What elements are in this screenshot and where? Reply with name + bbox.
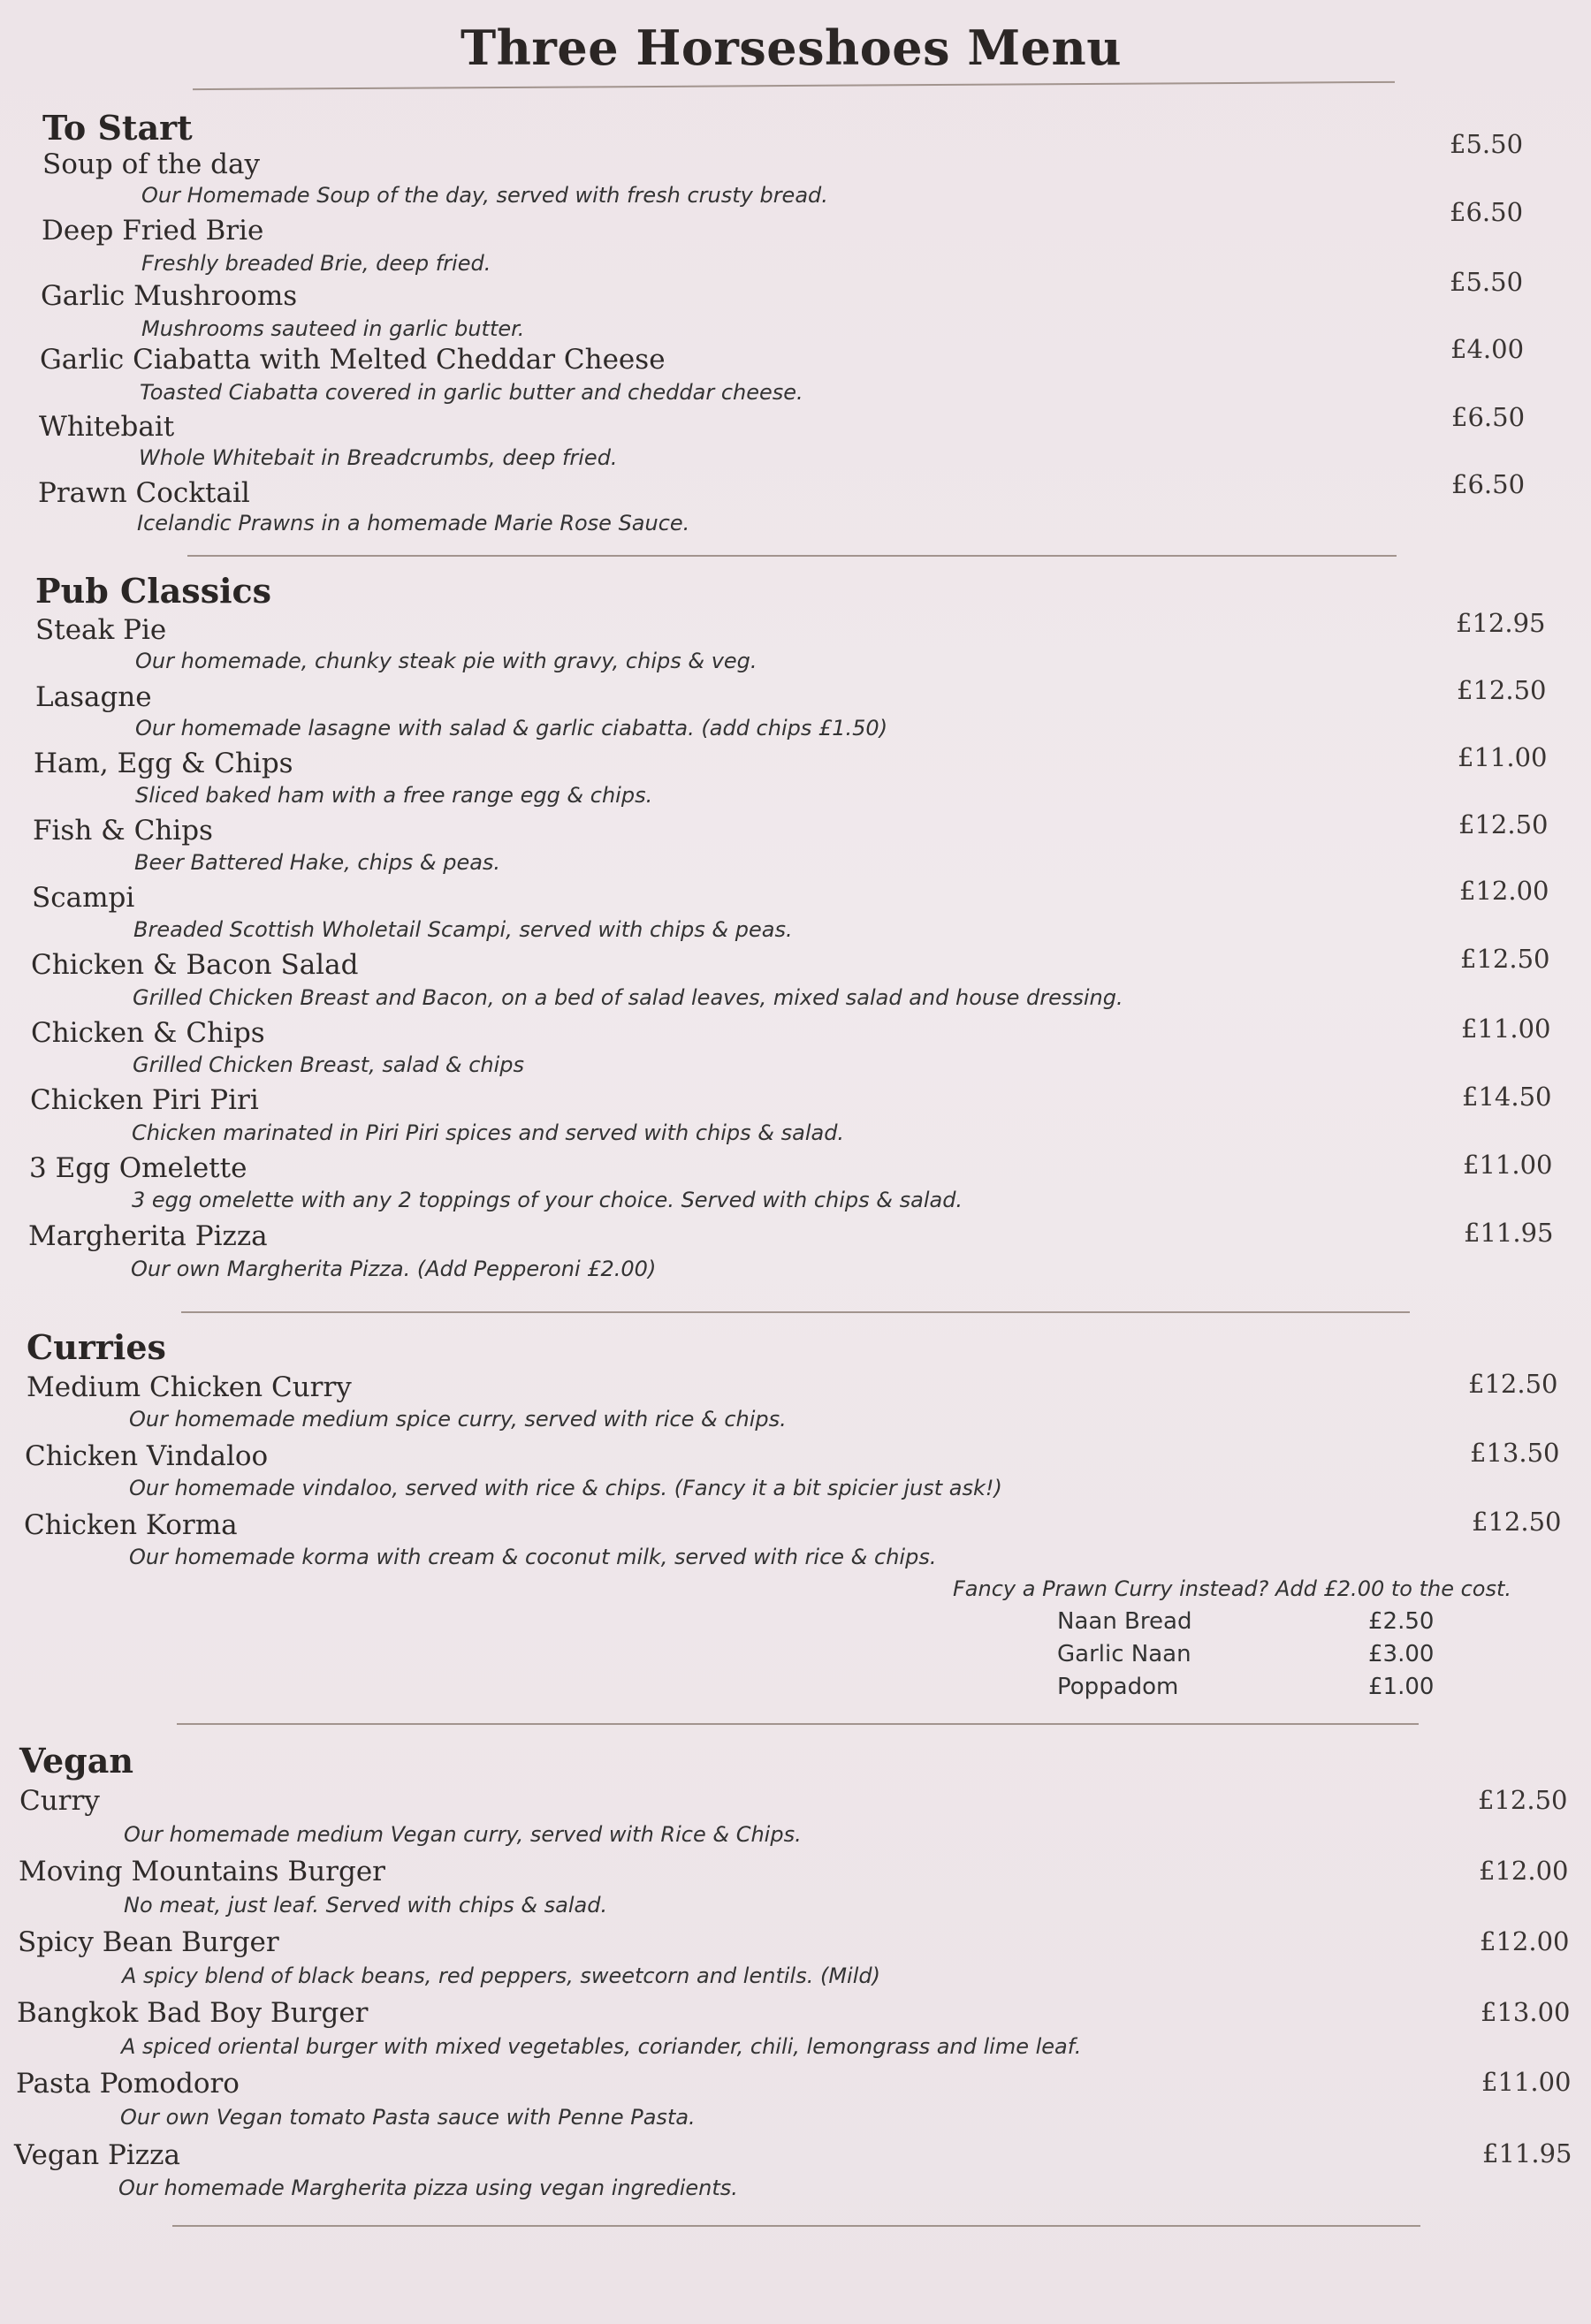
section-divider [181, 1311, 1410, 1313]
extra-item-name: Naan Bread [1057, 1608, 1192, 1635]
menu-item-price: £12.00 [1479, 1856, 1569, 1886]
menu-item-name: Bangkok Bad Boy Burger [17, 1997, 369, 2029]
menu-item-name: Chicken & Chips [31, 1017, 265, 1049]
extra-item-price: £1.00 [1368, 1674, 1435, 1700]
menu-item-description: Grilled Chicken Breast, salad & chips [133, 1052, 525, 1077]
menu-item-name: Scampi [32, 882, 135, 914]
menu-item-price: £6.50 [1450, 197, 1524, 227]
prawn-curry-note: Fancy a Prawn Curry instead? Add £2.00 to the cost. [953, 1576, 1512, 1601]
menu-item-name: Chicken Piri Piri [30, 1084, 259, 1116]
menu-item-description: Toasted Ciabatta covered in garlic butter and cheddar cheese. [140, 380, 803, 405]
menu-item-price: £5.50 [1450, 129, 1524, 159]
menu-item-price: £4.00 [1450, 334, 1525, 364]
menu-item-name: 3 Egg Omelette [29, 1152, 247, 1184]
menu-item-description: No meat, just leaf. Served with chips & salad. [124, 1893, 608, 1918]
menu-item-name: Moving Mountains Burger [19, 1856, 385, 1887]
menu-item-name: Ham, Egg & Chips [34, 748, 293, 779]
menu-item-price: £12.50 [1478, 1785, 1568, 1815]
menu-item-price: £11.00 [1463, 1150, 1553, 1180]
menu-item-name: Steak Pie [35, 614, 167, 646]
menu-item-description: Our homemade, chunky steak pie with gravy, chips & veg. [135, 649, 757, 673]
menu-item-description: Our homemade Margherita pizza using vegan ingredients. [118, 2176, 738, 2200]
menu-item-name: Garlic Ciabatta with Melted Cheddar Cheese [40, 344, 666, 376]
menu-item-description: A spiced oriental burger with mixed vegetables, coriander, chili, lemongrass and lime leaf. [121, 2034, 1082, 2059]
menu-item-name: Whitebait [39, 411, 175, 443]
section-title-vegan: Vegan [19, 1741, 133, 1781]
menu-item-price: £13.00 [1481, 1997, 1571, 2027]
menu-item-name: Vegan Pizza [14, 2139, 180, 2171]
section-title-curries: Curries [27, 1327, 166, 1367]
menu-item-description: Mushrooms sauteed in garlic butter. [141, 316, 525, 341]
menu-title: Three Horseshoes Menu [460, 19, 1123, 76]
menu-item-price: £12.95 [1456, 608, 1546, 638]
menu-item-description: 3 egg omelette with any 2 toppings of your choice. Served with chips & salad. [132, 1188, 963, 1212]
menu-item-description: Our own Margherita Pizza. (Add Pepperoni £2.00) [131, 1257, 657, 1281]
menu-item-name: Spicy Bean Burger [18, 1926, 279, 1958]
menu-item-name: Deep Fried Brie [42, 215, 264, 247]
menu-item-name: Chicken Korma [24, 1509, 238, 1541]
menu-item-description: Our homemade medium Vegan curry, served with Rice & Chips. [124, 1822, 802, 1847]
extra-item-name: Garlic Naan [1057, 1641, 1191, 1667]
menu-item-price: £12.50 [1458, 809, 1549, 839]
menu-item-description: Our homemade lasagne with salad & garlic ciabatta. (add chips £1.50) [135, 716, 888, 740]
menu-item-price: £12.50 [1460, 944, 1550, 974]
menu-item-price: £11.95 [1482, 2138, 1572, 2168]
menu-item-description: Our homemade medium spice curry, served with rice & chips. [129, 1407, 787, 1432]
menu-item-description: Our Homemade Soup of the day, served with fresh crusty bread. [141, 183, 828, 208]
menu-item-name: Pasta Pomodoro [16, 2068, 240, 2100]
menu-item-description: Our own Vegan tomato Pasta sauce with Penne Pasta. [120, 2105, 696, 2130]
menu-item-description: Beer Battered Hake, chips & peas. [134, 850, 501, 875]
section-divider [187, 555, 1397, 557]
menu-item-description: Grilled Chicken Breast and Bacon, on a bed of salad leaves, mixed salad and house dressing. [133, 985, 1123, 1010]
menu-item-price: £11.95 [1464, 1218, 1554, 1248]
extra-item-name: Poppadom [1057, 1674, 1179, 1700]
menu-item-price: £6.50 [1451, 402, 1526, 432]
menu-item-price: £5.50 [1450, 267, 1524, 297]
menu-item-name: Margherita Pizza [28, 1220, 268, 1252]
menu-item-name: Lasagne [35, 681, 152, 713]
menu-item-description: Our homemade korma with cream & coconut milk, served with rice & chips. [129, 1545, 937, 1569]
menu-item-price: £13.50 [1470, 1438, 1560, 1468]
menu-item-price: £14.50 [1462, 1082, 1552, 1112]
menu-item-price: £11.00 [1481, 2067, 1572, 2097]
extra-item-price: £3.00 [1368, 1641, 1435, 1667]
title-divider [193, 81, 1395, 90]
menu-item-price: £12.50 [1468, 1369, 1558, 1399]
section-title-to-start: To Start [42, 108, 193, 148]
menu-item-name: Medium Chicken Curry [27, 1371, 352, 1403]
menu-item-description: Icelandic Prawns in a homemade Marie Rose Sauce. [137, 511, 690, 535]
section-divider [172, 2225, 1420, 2227]
menu-item-name: Prawn Cocktail [38, 477, 250, 509]
menu-item-description: Freshly breaded Brie, deep fried. [141, 251, 491, 276]
menu-item-name: Garlic Mushrooms [41, 280, 298, 312]
menu-item-price: £12.50 [1472, 1507, 1562, 1537]
menu-item-price: £12.00 [1480, 1926, 1570, 1956]
section-title-pub-classics: Pub Classics [35, 571, 272, 611]
extra-item-price: £2.50 [1368, 1608, 1435, 1635]
menu-item-price: £6.50 [1451, 469, 1526, 499]
menu-item-price: £12.50 [1457, 675, 1547, 705]
menu-item-description: Chicken marinated in Piri Piri spices and served with chips & salad. [132, 1120, 845, 1145]
menu-item-description: Breaded Scottish Wholetail Scampi, served with chips & peas. [133, 917, 793, 942]
menu-item-description: A spicy blend of black beans, red peppers, sweetcorn and lentils. (Mild) [122, 1963, 880, 1988]
menu-item-name: Soup of the day [42, 148, 261, 180]
menu-item-price: £12.00 [1459, 876, 1549, 906]
menu-item-name: Chicken Vindaloo [25, 1440, 269, 1472]
menu-item-description: Our homemade vindaloo, served with rice & chips. (Fancy it a bit spicier just ask!) [129, 1476, 1002, 1500]
menu-item-price: £11.00 [1461, 1014, 1551, 1044]
menu-item-price: £11.00 [1458, 742, 1548, 772]
section-divider [177, 1723, 1419, 1725]
menu-item-name: Fish & Chips [33, 815, 213, 847]
menu-item-description: Whole Whitebait in Breadcrumbs, deep fried. [139, 445, 618, 470]
menu-item-name: Chicken & Bacon Salad [31, 949, 359, 981]
menu-item-description: Sliced baked ham with a free range egg & chips. [135, 783, 653, 808]
menu-item-name: Curry [19, 1785, 100, 1817]
